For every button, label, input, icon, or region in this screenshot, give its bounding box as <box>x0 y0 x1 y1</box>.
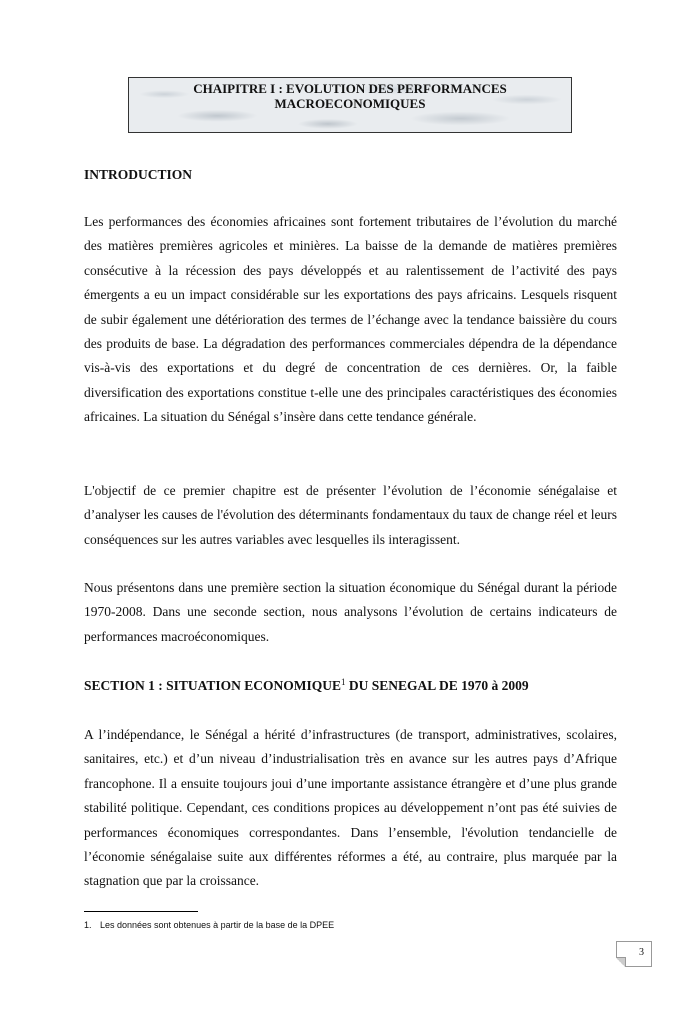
section1-heading <box>84 677 529 694</box>
page-number: 3 <box>639 947 644 958</box>
section1-heading-text: SECTION 1 : SITUATION ECONOMIQUE <box>84 678 342 693</box>
footnote-number: 1. <box>84 920 92 930</box>
introduction-heading: INTRODUCTION <box>84 167 193 182</box>
intro-paragraph-3: Nous présentons dans une première section la situation économique du Sénégal durant la période 1970-2008. Dans une seconde section, nous analysons l’évolution de certains indicateurs de performances macroéconomiques. <box>84 580 617 644</box>
chapter-title-box <box>128 77 572 133</box>
footnote <box>84 920 334 930</box>
section1-heading-tail: DU SENEGAL DE 1970 à 2009 <box>345 678 529 693</box>
intro-paragraph-2: L'objectif de ce premier chapitre est de présenter l’évolution de l’économie sénégalaise et d’analyser les causes de l'évolution des déterminants fondamentaux du taux de change réel et leurs conséquences sur les autres variables avec lesquelles ils interagissent. <box>84 483 617 547</box>
footnote-divider <box>84 911 198 912</box>
chapter-title-line2: MACROECONOMIQUES <box>274 96 426 111</box>
intro-paragraph-1: Les performances des économies africaines sont fortement tributaires de l’évolution du marché des matières premières agricoles et minières. La baisse de la demande de matières premières consécutive à la récession des pays développés et au ralentissement de l’activité des pays émergents a eu un impact considérable sur les exportations des pays africains. Lesquels risquent de subir également une détérioration des termes de l’échange avec la tendance baissière du cours des produits de base. La dégradation des performances commerciales dépendra de la dépendance vis-à-vis des exportations et du degré de concentration de ces dernières. Or, la faible diversification des exportations constitue t-elle une des principales caractéristiques des économies africaines. La situation du Sénégal s’insère dans cette tendance générale. <box>84 214 617 425</box>
footnote-text: Les données sont obtenues à partir de la base de la DPEE <box>100 920 335 930</box>
page-curl-icon <box>616 957 626 967</box>
page-number-badge <box>616 941 652 967</box>
footnote-reference: 1 <box>341 677 346 687</box>
chapter-title-line1: CHAIPITRE I : EVOLUTION DES PERFORMANCES <box>193 81 507 96</box>
section1-paragraph: A l’indépendance, le Sénégal a hérité d’infrastructures (de transport, administratives, scolaires, sanitaires, etc.) et d’un niveau d’industrialisation très en avance sur les autres pays d’Afrique francophone. Il a ensuite toujours joui d’une importante assistance étrangère et d’une plus grande stabilité politique. Cependant, ces conditions propices au développement n’ont pas été suivies de performances économiques correspondantes. Dans l’ensemble, l'évolution tendancielle de l’économie sénégalaise suite aux différentes réformes a été, au contraire, plus marquée par la stagnation que par la croissance. <box>84 727 617 889</box>
